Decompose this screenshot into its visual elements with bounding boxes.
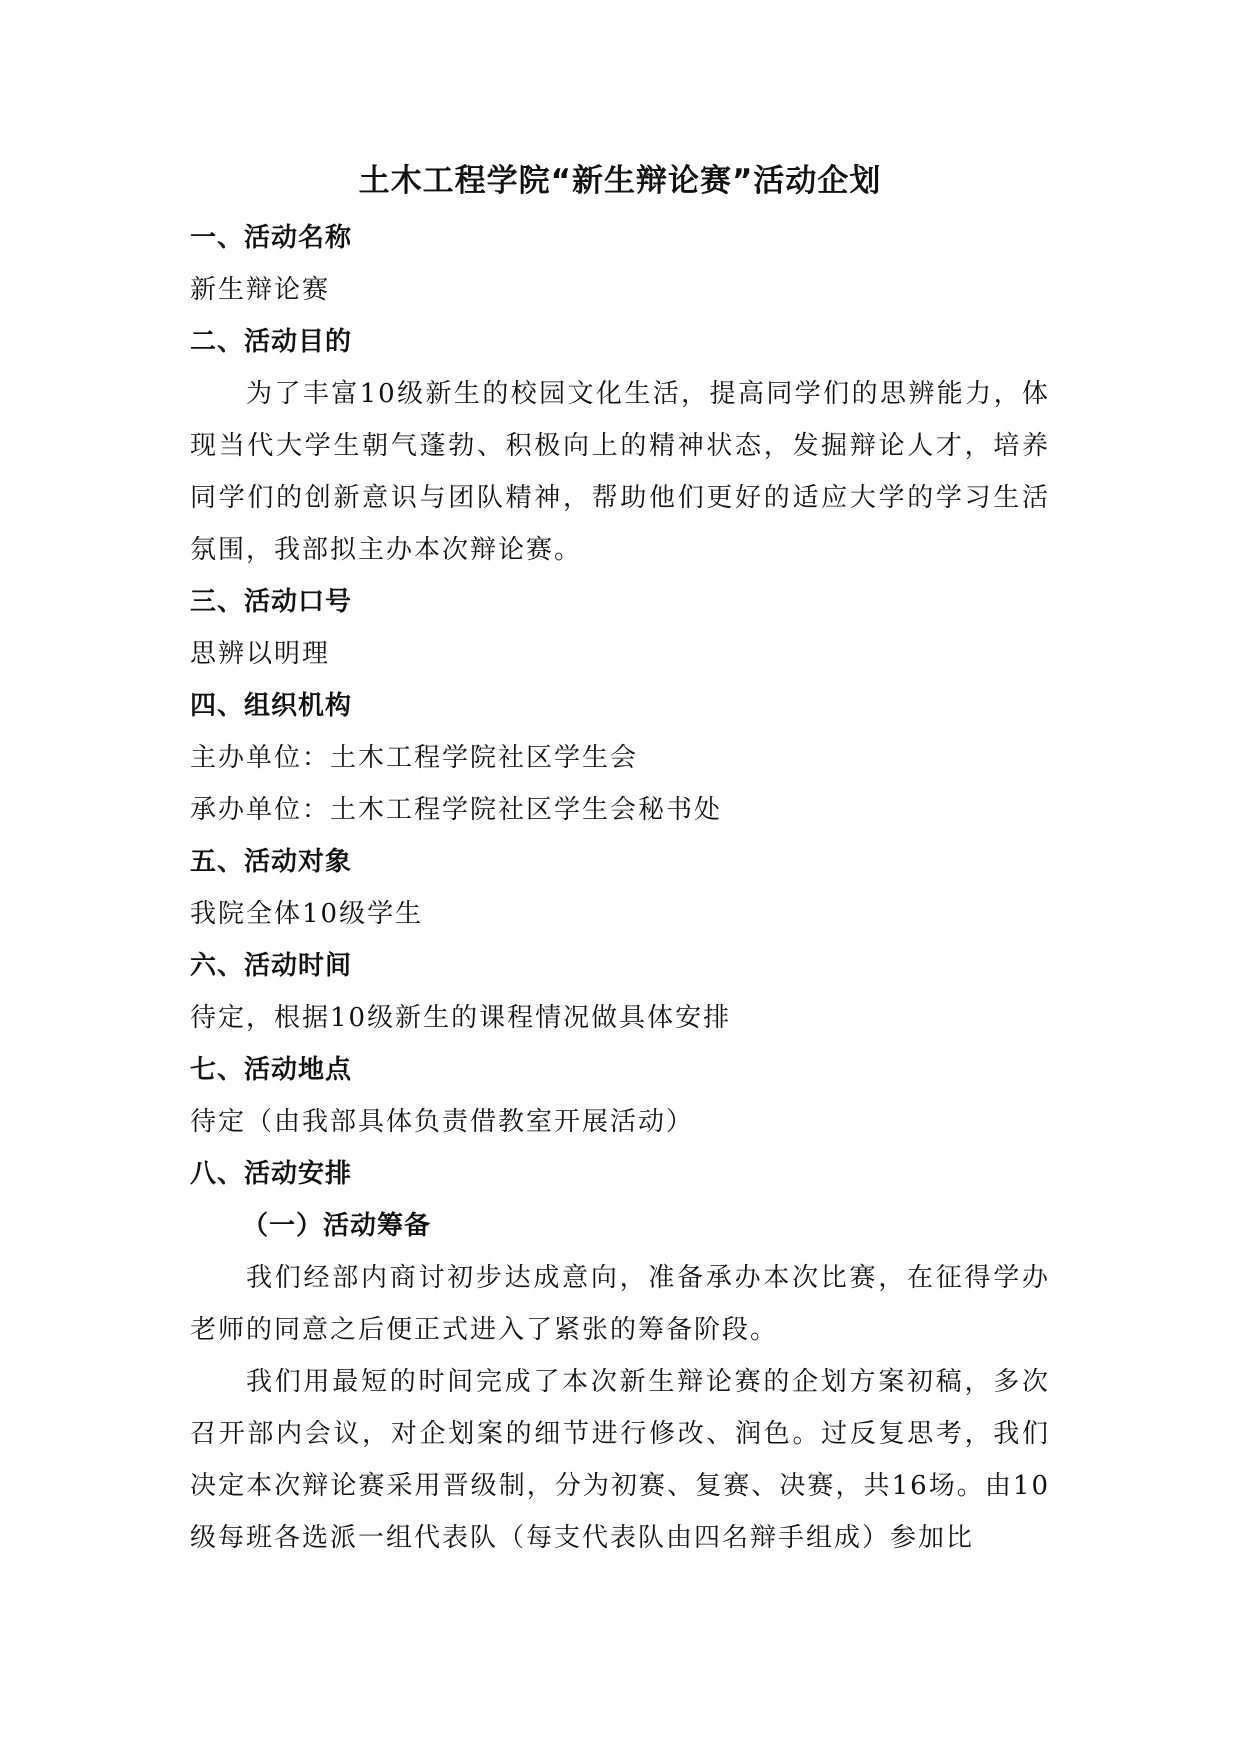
activity-name-text: 新生辩论赛: [190, 275, 331, 305]
section-heading-participants: 五、活动对象: [190, 847, 353, 877]
subsection-heading-preparation: （一）活动筹备: [242, 1211, 432, 1241]
participants-text: 我院全体10级学生: [190, 899, 424, 929]
section-heading-location: 七、活动地点: [190, 1055, 353, 1085]
slogan-text: 思辨以明理: [190, 639, 331, 669]
preparation-paragraph-2: 我们用最短的时间完成了本次新生辩论赛的企划方案初稿，多次召开部内会议，对企划案的细节进行修改、润色。过反复思考，我们决定本次辩论赛采用晋级制，分为初赛、复赛、决赛，共16场。由10级每班各选派一组代表队（每支代表队由四名辩手组成）参加比: [190, 1367, 1050, 1553]
document-title: 土木工程学院“新生辩论赛”活动企划: [358, 163, 882, 199]
section-heading-time: 六、活动时间: [190, 951, 353, 981]
section-heading-activity-name: 一、活动名称: [190, 223, 353, 253]
preparation-paragraph-1: 我们经部内商讨初步达成意向，准备承办本次比赛，在征得学办老师的同意之后便正式进入了紧张的筹备阶段。: [190, 1263, 1050, 1345]
co-organizer-line: 承办单位：土木工程学院社区学生会秘书处: [190, 795, 723, 825]
location-text: 待定（由我部具体负责借教室开展活动）: [190, 1107, 695, 1137]
organizer-line: 主办单位：土木工程学院社区学生会: [190, 743, 639, 773]
section-heading-organization: 四、组织机构: [190, 691, 353, 721]
purpose-paragraph: 为了丰富10级新生的校园文化生活，提高同学们的思辨能力，体现当代大学生朝气蓬勃、积极向上的精神状态，发掘辩论人才，培养同学们的创新意识与团队精神，帮助他们更好的适应大学的学习生活氛围，我部拟主办本次辩论赛。: [190, 379, 1050, 565]
section-heading-arrangement: 八、活动安排: [190, 1159, 353, 1189]
document-page: [190, 150, 1050, 1564]
section-heading-slogan: 三、活动口号: [190, 587, 353, 617]
time-text: 待定，根据10级新生的课程情况做具体安排: [190, 1003, 732, 1033]
section-heading-purpose: 二、活动目的: [190, 327, 353, 357]
